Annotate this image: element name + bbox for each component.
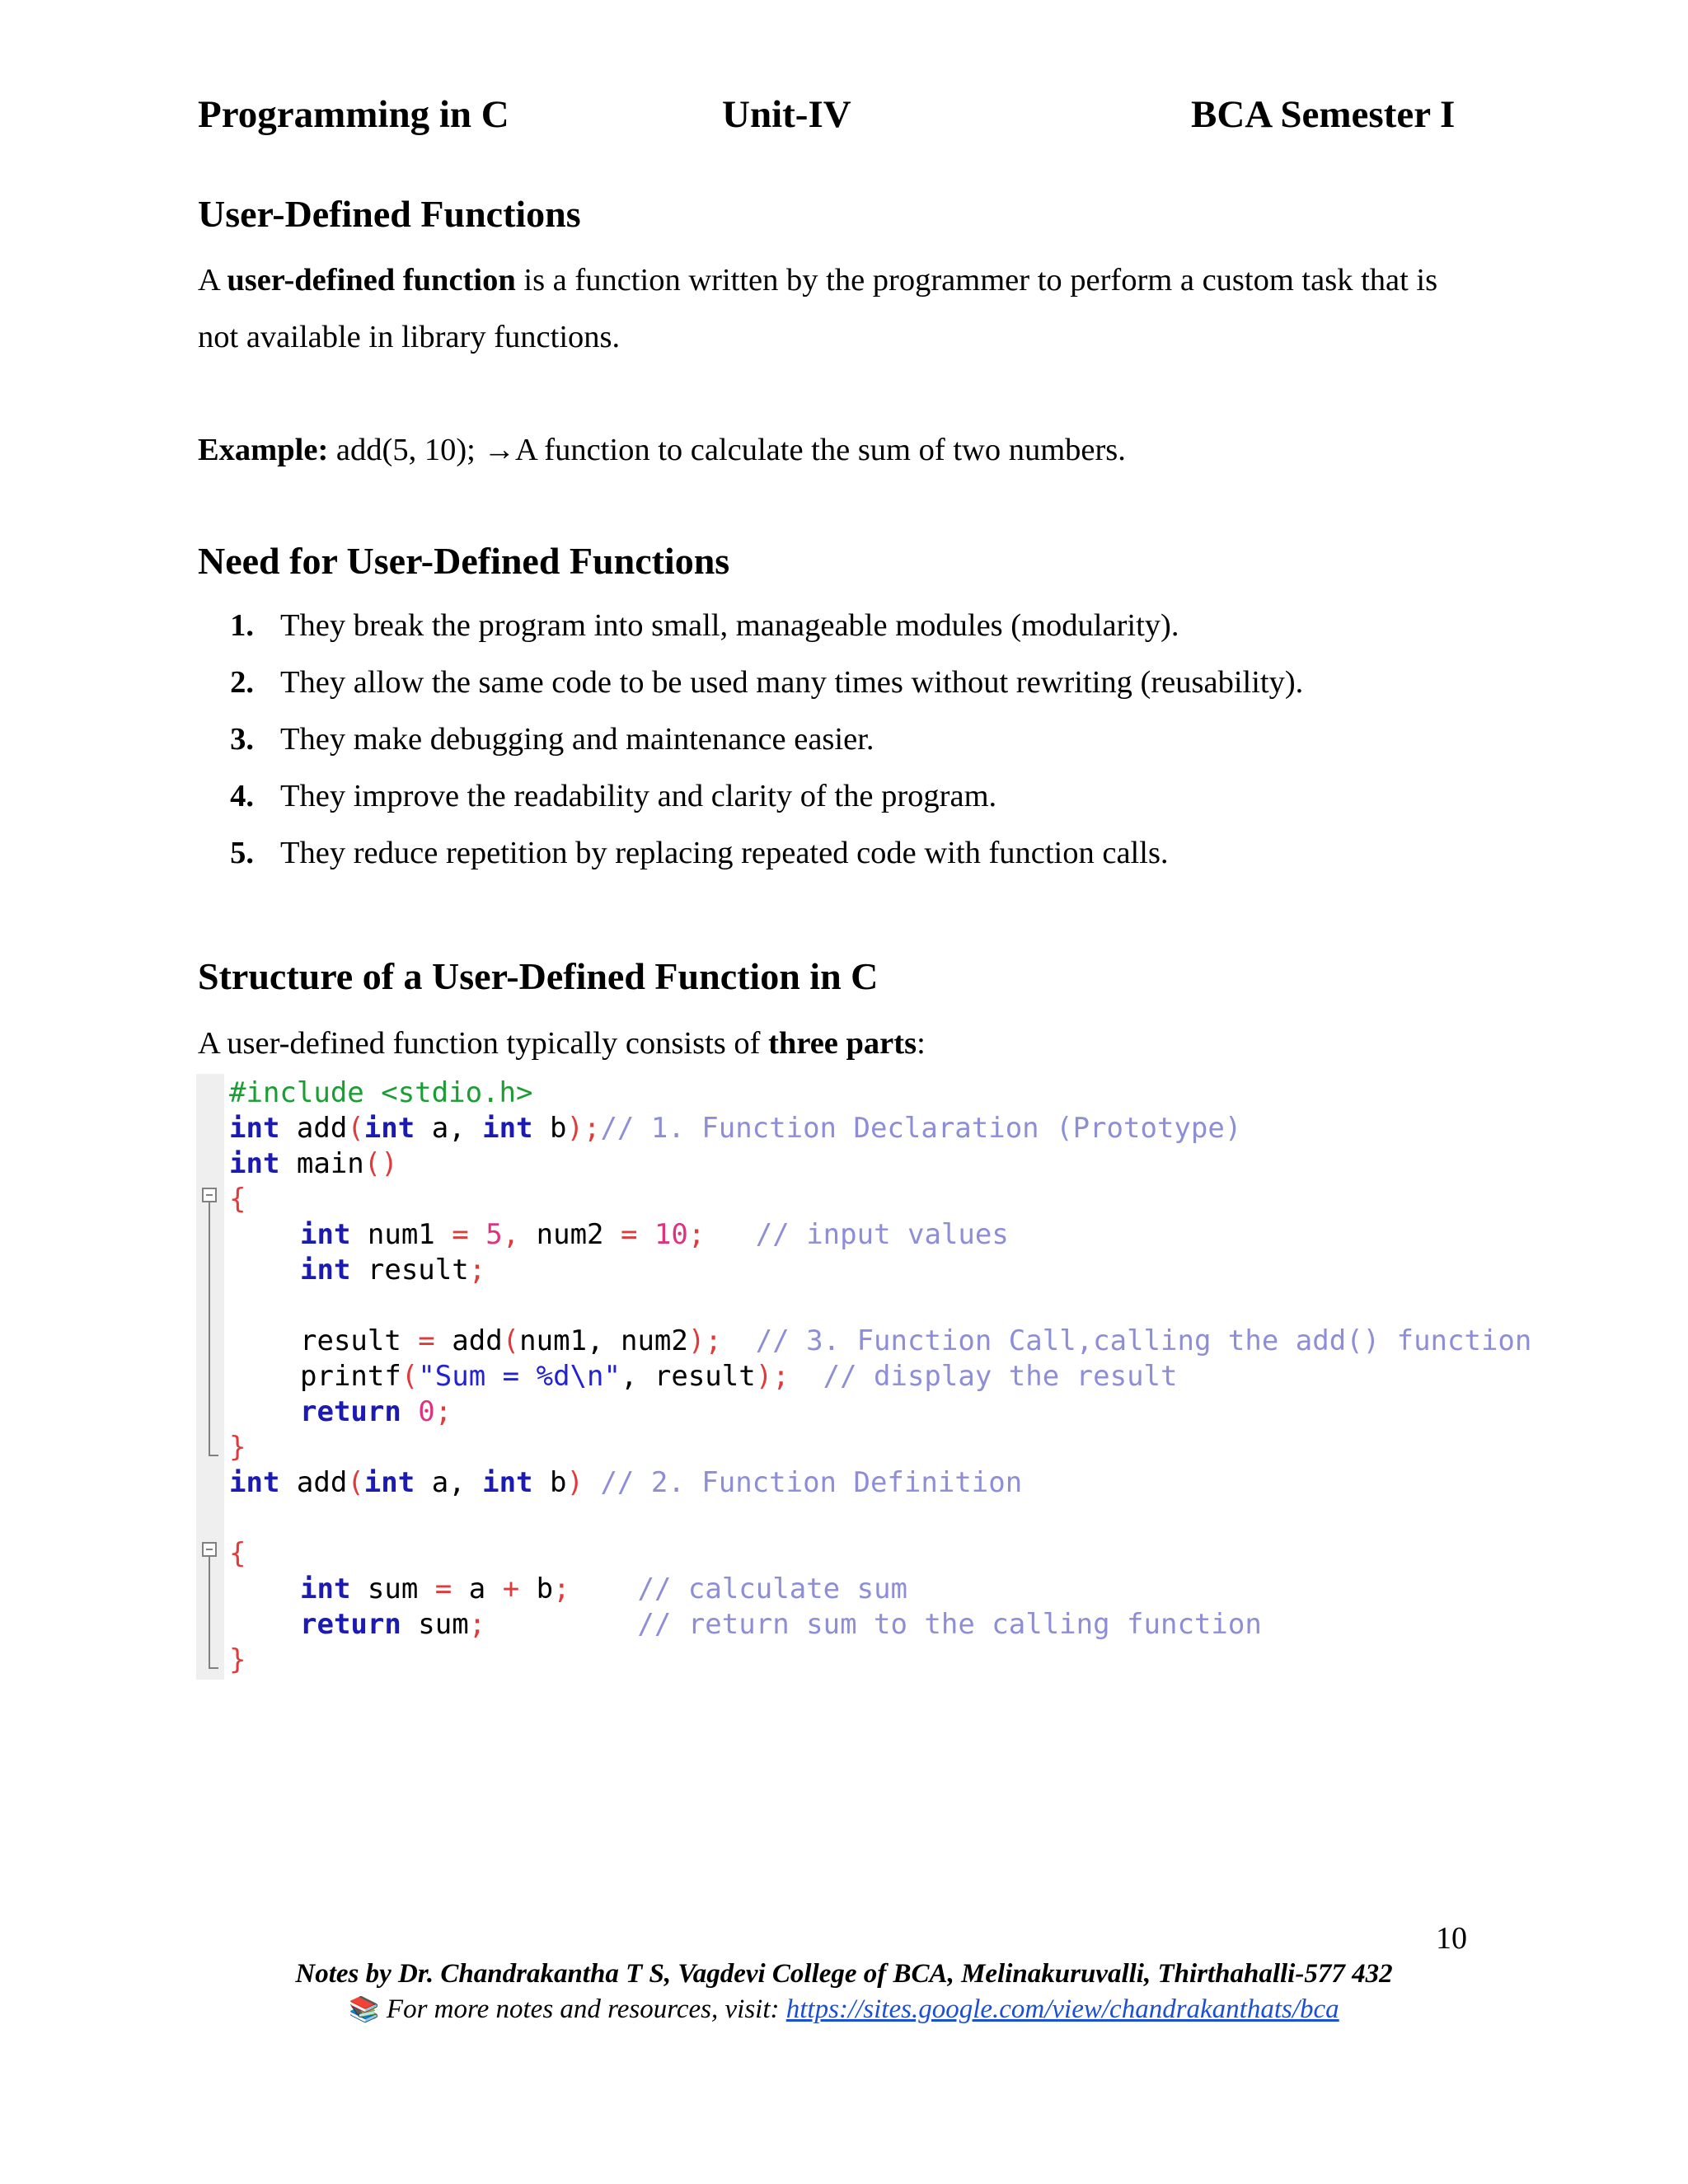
code-brace: { xyxy=(229,1537,246,1570)
code-text: b xyxy=(532,1466,567,1499)
definition-text-line2: not available in library functions. xyxy=(198,320,621,354)
definition-term: user-defined function xyxy=(227,263,516,298)
code-text: a, xyxy=(415,1466,483,1499)
code-number: 0 xyxy=(401,1395,435,1428)
code-text: num1, num2 xyxy=(519,1324,688,1357)
code-line xyxy=(300,1324,1531,1359)
footer-resources-text: For more notes and resources, visit: xyxy=(379,1994,786,2024)
structure-intro xyxy=(198,1015,926,1072)
code-text: add xyxy=(279,1112,348,1145)
code-brace: { xyxy=(229,1183,246,1216)
code-text: result xyxy=(350,1254,469,1286)
code-operator: ( xyxy=(401,1360,419,1393)
code-keyword: int xyxy=(300,1218,351,1251)
list-number: 4. xyxy=(230,779,254,813)
code-keyword: int xyxy=(300,1572,351,1605)
code-comment: // 2. Function Definition xyxy=(583,1466,1023,1499)
code-text: num2 xyxy=(519,1218,621,1251)
structure-intro-suffix: : xyxy=(917,1026,926,1061)
list-item xyxy=(198,835,1169,871)
definition-paragraph xyxy=(198,252,1437,366)
code-text: sum xyxy=(401,1608,469,1641)
list-text: They improve the readability and clarity of the program. xyxy=(280,779,997,813)
code-keyword: int xyxy=(229,1466,280,1499)
code-line xyxy=(300,1217,1009,1253)
code-preprocessor: #include <stdio.h> xyxy=(229,1076,533,1109)
code-line xyxy=(229,1146,398,1182)
code-text: num1 xyxy=(350,1218,452,1251)
list-item xyxy=(198,721,874,757)
list-item xyxy=(198,778,996,814)
code-keyword: int xyxy=(300,1254,351,1286)
code-number: 10 xyxy=(637,1218,688,1251)
code-operator: ); xyxy=(687,1324,722,1357)
fold-guide-line xyxy=(209,1557,210,1669)
code-text: a, xyxy=(415,1112,483,1145)
code-text: add xyxy=(434,1324,503,1357)
list-number: 5. xyxy=(230,836,254,870)
fold-guide-line xyxy=(209,1291,210,1456)
code-line xyxy=(229,1076,532,1111)
code-comment: // input values xyxy=(705,1218,1009,1251)
code-operator: () xyxy=(363,1147,398,1180)
code-text: main xyxy=(279,1147,364,1180)
code-operator: = xyxy=(621,1218,638,1251)
list-item xyxy=(198,664,1303,701)
code-text: , result xyxy=(620,1360,756,1393)
list-text: They make debugging and maintenance easier. xyxy=(280,722,874,757)
fold-collapse-icon[interactable] xyxy=(202,1542,217,1557)
structure-intro-bold: three parts xyxy=(768,1026,917,1061)
list-number: 1. xyxy=(230,608,254,643)
list-text: They break the program into small, manageable modules (modularity). xyxy=(280,608,1179,643)
definition-text-line1: is a function written by the programmer to perform a custom task that is xyxy=(515,263,1438,298)
code-comment: // calculate sum xyxy=(570,1572,908,1605)
code-text: a xyxy=(452,1572,503,1605)
code-operator: ; xyxy=(687,1218,706,1251)
fold-collapse-icon[interactable] xyxy=(202,1188,217,1202)
code-line xyxy=(300,1394,452,1430)
section-title-user-defined-functions: User-Defined Functions xyxy=(198,193,581,235)
code-operator: = xyxy=(418,1324,435,1357)
code-line xyxy=(300,1359,1177,1394)
code-operator: ); xyxy=(566,1112,601,1145)
code-comment: // display the result xyxy=(789,1360,1178,1393)
code-gutter xyxy=(196,1074,224,1680)
header-semester: BCA Semester I xyxy=(1191,93,1456,136)
code-operator: = xyxy=(434,1572,452,1605)
code-operator: ( xyxy=(347,1112,364,1145)
code-operator: ; xyxy=(468,1254,486,1286)
code-keyword: int xyxy=(482,1466,533,1499)
example-label: Example: xyxy=(198,433,329,467)
structure-intro-text: A user-defined function typically consists of xyxy=(198,1026,769,1061)
code-text: sum xyxy=(350,1572,435,1605)
example-line xyxy=(198,422,1126,479)
code-text: printf xyxy=(300,1360,401,1393)
page-number: 10 xyxy=(1436,1921,1467,1956)
code-brace: } xyxy=(229,1643,246,1676)
code-operator: ; xyxy=(553,1572,570,1605)
footer-author: Notes by Dr. Chandrakantha T S, Vagdevi College of BCA, Melinakuruvalli, Thirthahalli-577 432 xyxy=(295,1959,1393,1989)
code-keyword: return xyxy=(300,1395,401,1428)
code-operator: ; xyxy=(468,1608,486,1641)
list-text: They reduce repetition by replacing repeated code with function calls. xyxy=(280,836,1169,870)
books-icon: 📚 xyxy=(349,1996,380,2023)
code-operator: + xyxy=(502,1572,520,1605)
code-text: b xyxy=(532,1112,567,1145)
code-line xyxy=(300,1572,907,1607)
code-line xyxy=(300,1253,485,1288)
list-text: They allow the same code to be used many times without rewriting (reusability). xyxy=(280,665,1304,700)
code-line xyxy=(229,1111,1241,1146)
code-line xyxy=(229,1182,246,1217)
code-line xyxy=(229,1536,246,1572)
list-number: 3. xyxy=(230,722,254,757)
code-line xyxy=(300,1607,1262,1643)
code-operator: ( xyxy=(347,1466,364,1499)
code-text: add xyxy=(279,1466,348,1499)
fold-guide-line xyxy=(209,1202,210,1291)
list-item xyxy=(198,607,1179,644)
header-course: Programming in C xyxy=(198,93,509,136)
code-keyword: int xyxy=(229,1147,280,1180)
code-number: 5 xyxy=(468,1218,503,1251)
code-comment: // 3. Function Call,calling the add() function xyxy=(721,1324,1532,1357)
code-line xyxy=(229,1465,1022,1501)
code-comment: // 1. Function Declaration (Prototype) xyxy=(600,1112,1242,1145)
list-number: 2. xyxy=(230,665,254,700)
code-operator: ; xyxy=(434,1395,452,1428)
code-comment: // return sum to the calling function xyxy=(485,1608,1262,1641)
code-text: b xyxy=(519,1572,554,1605)
code-operator: ) xyxy=(566,1466,584,1499)
code-string: "Sum = %d\n" xyxy=(418,1360,621,1393)
code-operator: , xyxy=(502,1218,520,1251)
definition-prefix: A xyxy=(198,263,227,298)
code-keyword: int xyxy=(229,1112,280,1145)
code-block xyxy=(196,1074,1614,1680)
code-keyword: return xyxy=(300,1608,401,1641)
code-line xyxy=(229,1430,246,1465)
code-keyword: int xyxy=(363,1466,415,1499)
code-operator: = xyxy=(452,1218,469,1251)
header-unit: Unit-IV xyxy=(722,93,851,136)
footer-link[interactable]: https://sites.google.com/view/chandrakanthats/bca xyxy=(785,1994,1339,2024)
code-operator: ); xyxy=(755,1360,790,1393)
code-text: result xyxy=(300,1324,419,1357)
section-title-structure: Structure of a User-Defined Function in C xyxy=(198,955,879,997)
code-line xyxy=(229,1643,246,1678)
example-text: add(5, 10); →A function to calculate the sum of two numbers. xyxy=(328,433,1126,467)
code-brace: } xyxy=(229,1431,246,1464)
code-keyword: int xyxy=(482,1112,533,1145)
fold-guide-end xyxy=(209,1667,218,1669)
footer-resources xyxy=(0,1994,1688,2025)
code-keyword: int xyxy=(363,1112,415,1145)
section-title-need: Need for User-Defined Functions xyxy=(198,540,730,582)
code-operator: ( xyxy=(502,1324,520,1357)
